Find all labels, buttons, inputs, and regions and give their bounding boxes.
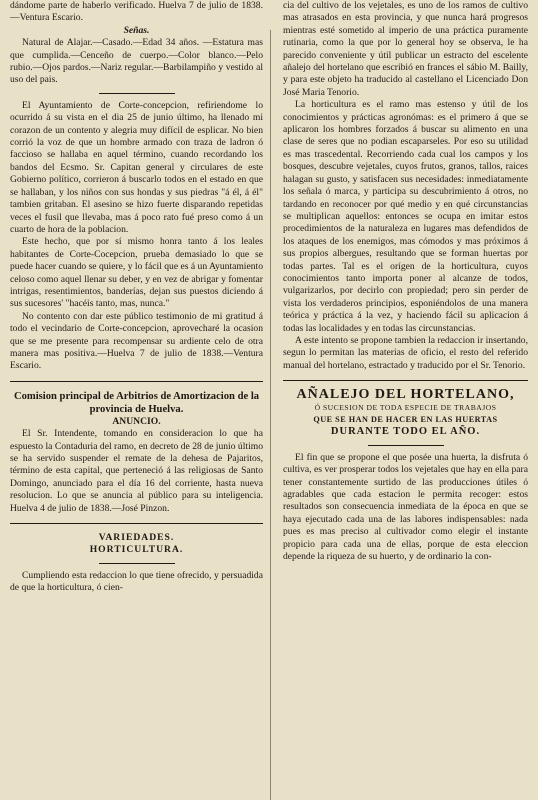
anuncio-paragraph: El Sr. Intendente, tomando en consideracion lo que ha espuesto la Contaduria del ramo, en decreto de 28 de junio último se ha servido suspender el remate de la dehesa de Pajaritos, término de esta capital, que perteneció á las religiosas de Santo Domingo, anunciado para el día 16 del corriente, hasta nueva resolucion. Lo que se anuncia al público para su inteligencia. Huelva 4 de julio de 1838.—José Pinzon. xyxy=(10,428,263,514)
comision-heading: Comision principal de Arbitrios de Amortizacion de la provincia de Huelva. xyxy=(13,390,260,415)
ayuntamiento-paragraph: El Ayuntamiento de Corte-concepcion, refiriendome lo ocurrido á su vista en el dia 25 de junio último, ha llenado mi corazon de un contento y alegria muy difícil de esplicar. No bien corrió la voz de que un hombre armado con traza de ladron ó faccioso se hallaba en aquel término, cuando recordando los bandos del Ecsmo. Sr. Capitan general y circulares de este Gobierno político, corrieron á buscarlo todos en el estado en que se hallaban, y los niños con sus hondas y sus piedras "á él, á él" tambien gritaban. El asesino se hizo fuerte disparando repetidas veces el fusil que llevaba, mas á poco rato fué preso como á un cuarto de hora de la poblacion. xyxy=(10,99,263,235)
subtitle-line-2: QUE SE HAN DE HACER EN LAS HUERTAS xyxy=(313,415,498,424)
anualejo-title: AÑALEJO DEL HORTELANO, xyxy=(296,387,515,403)
fin-paragraph: El fin que se propone el que posée una huerta, la disfruta ó cultiva, es ver prosperar todos los vejetales que hay en ella para tener constantemente surtido de las producciones útiles ó agradables que cada estacion le permita recoger: estos resultados son consecuencia inmediata de la época en que se haya ejecutado cada una de las labores indispensables: nada pues es mas preciso al cultivador como elegir el instante propicio para cada una de ellas, porque de esta eleccion depende la riqueza de su huerto, y de ordinario la con- xyxy=(283,451,528,563)
left-column xyxy=(6,0,269,595)
horticultura-paragraph: Cumpliendo esta redaccion lo que tiene ofrecido, y persuadida de que la horticultura, ó cien- xyxy=(10,569,263,594)
subtitle-line-3: DURANTE TODO EL AÑO. xyxy=(330,426,481,438)
senas-heading: Señas. xyxy=(123,24,150,36)
anuncio-heading: ANUNCIO. xyxy=(112,415,161,427)
cultivo-paragraph: cia del cultivo de los vejetales, es uno de los ramos de cultivo mas atrasados en esta provincia, y que nunca hará progresos mientras esté sometido al imperio de una práctica puramente rutinaria, como la que por lo general hoy se observa, le ha parecido conveniente y útil publicar un estracto del escelente añalejo del hortelano que escribió en frances el sábio M. Bailly, y para este objeto ha traducido al castellano el Licenciado Don José Maria Tenorio. xyxy=(283,0,528,98)
senas-paragraph: Natural de Alajar.—Casado.—Edad 34 años. —Estatura mas que cumplida.—Cenceño de cuerpo.—Color blanco.—Pelo rubio.—Ojos pardos.—Nariz regular.—Barbilampiño y vestido al uso del pais. xyxy=(10,37,263,86)
intento-paragraph: A este intento se propone tambien la redaccion ir insertando, segun lo permitan las materias de oficio, el resto del referido manual del hortelano, estractado y traducido por el Sr. Tenorio. xyxy=(283,334,528,371)
gratitud-paragraph: No contento con dar este público testimonio de mi gratitud á todo el vecindario de Corte-concepcion, aprovecharé la ocasion que se me presente para recompensar su ardiente celo de otra manera mas positiva.—Huelva 7 de julio de 1838.—Ventura Escario. xyxy=(10,310,263,372)
divider xyxy=(99,93,175,94)
variedades-heading: VARIEDADES. xyxy=(98,532,175,544)
divider xyxy=(99,563,175,564)
horticultura-heading: HORTICULTURA. xyxy=(89,544,184,556)
divider xyxy=(368,445,444,446)
right-column xyxy=(277,0,532,563)
subtitle-line-1: Ó SUCESION DE TODA ESPECIE DE TRABAJOS xyxy=(314,402,497,412)
horticultura-ramo-paragraph: La horticultura es el ramo mas estenso y útil de los conocimientos y prácticas agronómas: es el primero á que se aplicaron los hombres forzados á buscar su alimento en una clase de seres que no podian escaparseles. Por eso su utilidad es mas trascedental. Recorriendo cada cual los campos y los bosques, descubre vejetales, cuyos frutos, granos, tallos, raices halagan su gusto, y satisfacen sus necesidades: inmediatamente los señala ó marca, y participa su descubrimiento á otros, no tardando en reconocer por qué medio y en qué circunstancias se multiplican aquellos: entonces se ocupa en imitar estos procedimientos de la naturaleza en lugares mas defendidos de los ataques de los enemigos, mas cómodos y mas próximos á sus propios albergues, resultando que se forman huertas por todas partes. Tal es el orígen de la horticultura, cuyos conocimientos tanto importa poner al alcanze de todos, vulgarizarlos, por decirlo con propiedad; pero sin perder de vista los verdaderos principios, esponiéndolos de una manera teórica y práctica á la vez, y haciendo fácil su aplicacion á todas las localidades y en todas las circunstancias. xyxy=(283,99,528,334)
section-divider xyxy=(283,380,528,381)
hecho-paragraph: Este hecho, que por sí mismo honra tanto á los leales habitantes de Corte-Cocepcion, prueba demasiado lo que se puede hacer cuando se quiere, y lo fácil que es á un Ayuntamiento celoso como aquel llenar su deber, y en vez de abrigar y fomentar intrigas, resentimientos, banderías, dejan sus puestos diciendo á sus sucesores' "hacéis tanto, mas, nunca." xyxy=(10,236,263,310)
column-rule xyxy=(270,30,271,800)
intro-paragraph: dándome parte de haberlo verificado. Huelva 7 de julio de 1838.—Ventura Escario. xyxy=(10,0,263,24)
section-divider xyxy=(10,381,263,382)
section-divider xyxy=(10,523,263,524)
